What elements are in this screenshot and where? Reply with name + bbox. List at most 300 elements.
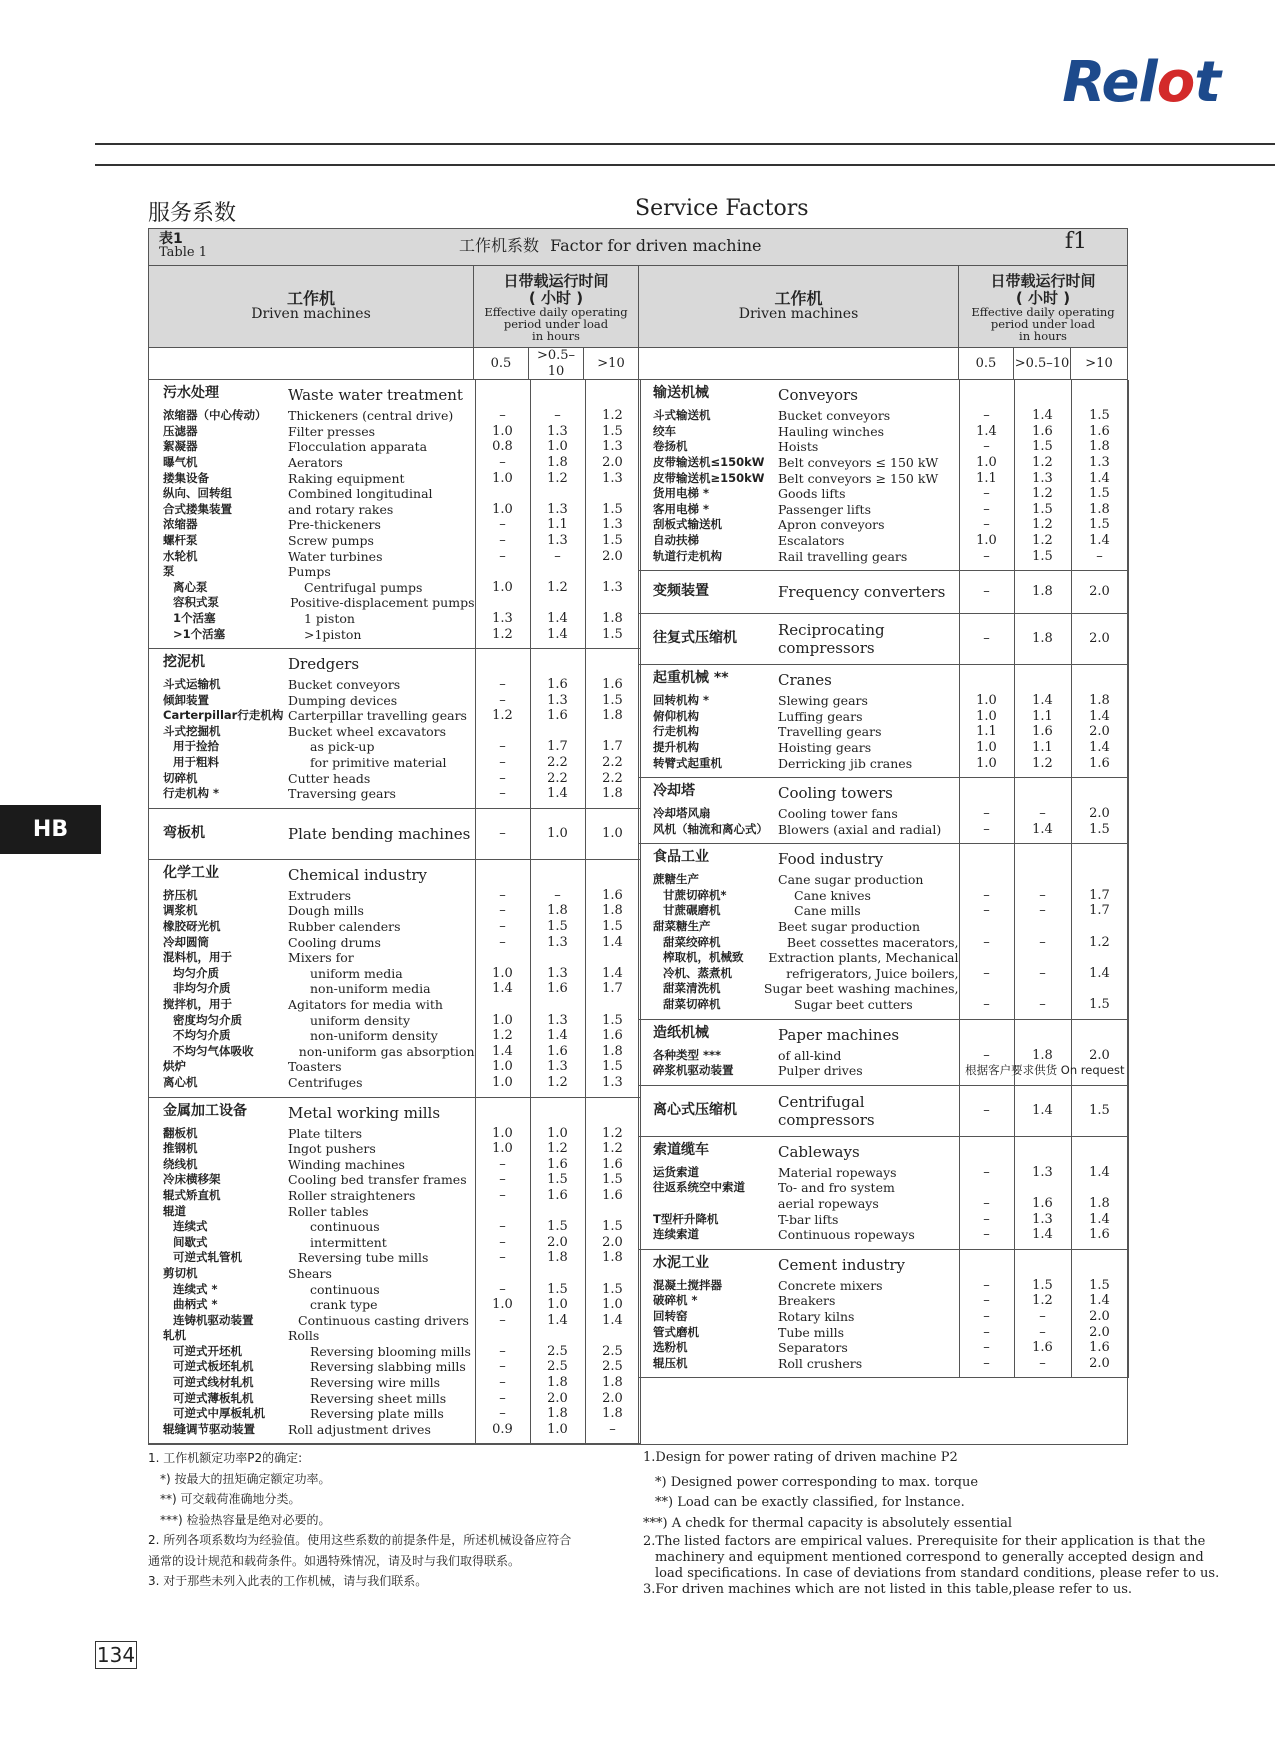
factor-row [163, 1188, 475, 1204]
machine-name-en: Extraction plants, Mechanical [768, 950, 959, 966]
factor-value: 1.3 [547, 1012, 568, 1028]
factor-value: 1.2 [547, 579, 568, 595]
factor-value: 1.2 [492, 1028, 513, 1044]
factor-row [653, 756, 959, 772]
factor-value: – [1039, 1355, 1046, 1371]
machine-name-en: Cooling bed transfer frames [288, 1172, 467, 1188]
factor-value: – [499, 1156, 506, 1172]
machine-name-cn: 管式磨机 [653, 1324, 699, 1339]
factor-row [163, 611, 475, 627]
machine-name-cn: 可逆式开坯机 [173, 1343, 242, 1358]
factor-row [163, 1422, 475, 1438]
factor-row [653, 822, 959, 838]
factor-row [163, 549, 475, 565]
section-title-en: Food industry [778, 850, 884, 869]
machine-name-cn: 碎浆机驱动装置 [653, 1063, 734, 1078]
factor-value: 0.8 [492, 439, 513, 455]
section-row [639, 1085, 1128, 1136]
factor-row [163, 966, 475, 982]
right-section-table [639, 380, 1129, 1378]
factor-value [476, 564, 530, 580]
machine-name-en: Flocculation apparata [288, 439, 428, 455]
factor-row [163, 424, 475, 440]
factor-value: – [1039, 903, 1046, 919]
page-number: 134 [96, 1643, 136, 1667]
factor-row [653, 935, 959, 951]
machine-name-cn: 冷床横移架 [163, 1172, 221, 1187]
factor-value: 1.8 [1089, 439, 1110, 455]
factor-value: 1.5 [547, 1172, 568, 1188]
machine-name-en: >1piston [304, 626, 362, 642]
factor-value: 1.0 [492, 501, 513, 517]
machine-name-cn: 冷却塔风扇 [653, 806, 711, 821]
factor-value: – [499, 517, 506, 533]
machine-name-en: Concrete mixers [778, 1277, 883, 1293]
machine-name-en: Roll crushers [778, 1355, 863, 1371]
factor-value [960, 950, 1014, 966]
section-title-cn: 挖泥机 [163, 654, 205, 671]
factor-row [653, 997, 959, 1013]
factor-value: – [983, 1103, 990, 1119]
factor-value [1072, 919, 1128, 935]
factor-value: – [499, 1219, 506, 1235]
machine-name-cn: 连铸机驱动装置 [173, 1312, 254, 1327]
factor-value: 1.1 [1032, 739, 1053, 755]
factor-value: – [983, 1211, 990, 1227]
factor-value: – [499, 826, 506, 842]
factor-row [163, 486, 475, 502]
factor-row [163, 1059, 475, 1075]
machine-name-en: Separators [778, 1340, 848, 1356]
machine-name-cn: 切碎机 [163, 770, 198, 785]
factor-value: 1.2 [1032, 454, 1053, 470]
factor-row [163, 888, 475, 904]
factor-value [476, 595, 530, 611]
factor-value: 2.0 [602, 1234, 623, 1250]
factor-value: 2.0 [602, 1390, 623, 1406]
factor-value: – [554, 887, 561, 903]
factor-value: – [554, 408, 561, 424]
factor-value: 1.8 [602, 1406, 623, 1422]
factor-value [531, 564, 585, 580]
factor-value: 1.5 [602, 1219, 623, 1235]
machine-name-en: Rotary kilns [778, 1308, 855, 1324]
factor-value [1015, 919, 1071, 935]
machine-name-cn: 提升机构 [653, 739, 699, 754]
machine-name-en: Beet cossettes macerators, [786, 934, 959, 950]
factor-value [531, 997, 585, 1013]
factor-value: – [499, 1172, 506, 1188]
machine-name-en: Cooling drums [288, 934, 381, 950]
section-title-en: Cooling towers [778, 784, 893, 803]
table-symbol: f1 [1064, 229, 1087, 254]
factor-value: 1.0 [976, 739, 997, 755]
machine-name-en: Reversing wire mills [310, 1375, 440, 1391]
factor-row [653, 724, 959, 740]
factor-value [586, 950, 640, 966]
factor-value: 1.5 [1032, 501, 1053, 517]
factor-value: – [983, 806, 990, 822]
machine-name-en: Cutter heads [288, 770, 371, 786]
factor-value: 1.5 [602, 532, 623, 548]
factor-value: 1.0 [547, 439, 568, 455]
factor-value: 1.5 [602, 501, 623, 517]
machine-name-cn: 间歇式 [173, 1234, 208, 1249]
machine-name-cn: 絮凝器 [163, 439, 198, 454]
col-period-en2-right: period under load [990, 316, 1096, 331]
machine-name-en: Reversing blooming mills [310, 1343, 471, 1359]
factor-value: 1.5 [1032, 1277, 1053, 1293]
machine-name-en: Winding machines [288, 1156, 405, 1172]
factor-value: 1.8 [547, 903, 568, 919]
factor-value: 1.8 [602, 610, 623, 626]
factor-value: 1.6 [602, 1028, 623, 1044]
factor-value: 1.0 [547, 1125, 568, 1141]
machine-name-cn: 推钢机 [163, 1141, 198, 1156]
factor-value: – [983, 1308, 990, 1324]
factor-value: – [499, 903, 506, 919]
machine-name-en: Breakers [778, 1293, 836, 1309]
factor-row [163, 1044, 475, 1060]
section-row [639, 778, 1128, 844]
factor-value: 1.3 [492, 610, 513, 626]
factor-row [163, 724, 475, 740]
factor-value: 1.2 [547, 470, 568, 486]
col-period-en3-right: in hours [1019, 328, 1067, 343]
machine-name-en: Beet sugar production [778, 919, 920, 935]
section-title-en: Cranes [778, 671, 832, 690]
machine-name-en: Sugar beet cutters [794, 997, 913, 1013]
note-cn: 1. 工作机额定功率P2的确定: [148, 1451, 303, 1465]
brand-logo [1062, 50, 1220, 115]
machine-name-cn: 翻板机 [163, 1125, 198, 1140]
period-0: 0.5 [474, 348, 529, 380]
note-en: 3.For driven machines which are not listed in this table,please refer to us. [643, 1582, 1133, 1597]
factor-row [163, 1157, 475, 1173]
factor-row [653, 709, 959, 725]
factor-row [653, 408, 959, 424]
factor-value: – [1039, 997, 1046, 1013]
factor-value: – [499, 677, 506, 693]
factor-value: 1.3 [602, 1074, 623, 1090]
machine-name-en: Tube mills [778, 1324, 845, 1340]
side-tab[interactable]: HB [0, 805, 101, 854]
factor-value: 1.4 [1032, 693, 1053, 709]
machine-name-en: Material ropeways [778, 1164, 897, 1180]
factor-value [1015, 950, 1071, 966]
factor-value [960, 872, 1014, 888]
factor-row [163, 502, 475, 518]
factor-value: – [983, 965, 990, 981]
factor-value: 1.4 [1089, 532, 1110, 548]
factor-value: – [554, 548, 561, 564]
factor-value: 1.4 [1089, 708, 1110, 724]
factor-value [586, 1204, 640, 1220]
factor-value: 1.8 [602, 903, 623, 919]
factor-value: 1.0 [492, 423, 513, 439]
factor-value: – [499, 548, 506, 564]
section-title-en: Frequency converters [778, 583, 946, 602]
factor-row [653, 966, 959, 982]
factor-value [1072, 872, 1128, 888]
factor-value: 1.4 [547, 610, 568, 626]
factor-value: 1.4 [602, 965, 623, 981]
machine-name-cn: 皮带输送机≥150kW [653, 470, 765, 485]
factor-value: 1.2 [1032, 532, 1053, 548]
machine-name-en: Bucket wheel excavators [288, 723, 447, 739]
factor-value: 1.7 [602, 981, 623, 997]
period-2: >10 [584, 348, 639, 380]
page-title-en: Service Factors [635, 196, 809, 221]
machine-name-en: Thickeners (central drive) [288, 408, 454, 424]
machine-name-cn: 甘蔗切碎机* [663, 887, 727, 902]
col-period-cn-hours-right: ( 小时 ) [1015, 288, 1071, 307]
factor-value: 2.0 [602, 454, 623, 470]
factor-value: 1.4 [602, 1312, 623, 1328]
machine-name-en: Reversing sheet mills [310, 1390, 447, 1406]
factor-value: 1.4 [492, 981, 513, 997]
factor-value: – [983, 548, 990, 564]
factor-value: – [983, 887, 990, 903]
col-machine-en-right: Driven machines [738, 305, 859, 322]
machine-name-en: Cane mills [794, 903, 861, 919]
factor-value: 1.0 [492, 1297, 513, 1313]
note-cn: 通常的设计规范和载荷条件。如遇特殊情况，请及时与我们取得联系。 [148, 1553, 521, 1568]
factor-value: – [983, 631, 990, 647]
col-machine-en: Driven machines [251, 305, 371, 322]
col-period-en3: in hours [532, 328, 580, 343]
factor-value: – [983, 517, 990, 533]
machine-name-cn: 选粉机 [653, 1340, 688, 1355]
factor-value: 1.6 [602, 1156, 623, 1172]
factor-value: 1.4 [602, 934, 623, 950]
factor-value: 1.5 [1089, 997, 1110, 1013]
factor-row [163, 786, 475, 802]
machine-name-en: crank type [310, 1297, 378, 1313]
factor-value: 2.0 [547, 1234, 568, 1250]
note-en: 2.The listed factors are empirical values. Prerequisite for their application is that the [643, 1534, 1206, 1549]
brand-name: Relot [1062, 50, 1220, 115]
machine-name-en: Bucket conveyors [778, 408, 891, 424]
factor-value: 1.3 [602, 517, 623, 533]
factor-value: 1.6 [547, 981, 568, 997]
factor-value: 1.3 [547, 965, 568, 981]
section-title-cn: 索道缆车 [653, 1141, 709, 1158]
factor-value [531, 595, 585, 611]
factor-value: 1.0 [547, 1297, 568, 1313]
factor-value: 1.2 [602, 408, 623, 424]
factor-value [531, 950, 585, 966]
factor-row [163, 439, 475, 455]
factor-value: 1.4 [1089, 965, 1110, 981]
machine-name-cn: 曝气机 [163, 454, 198, 469]
factor-value: – [1039, 1324, 1046, 1340]
machine-name-cn: 辊压机 [653, 1355, 688, 1370]
factor-row [163, 1028, 475, 1044]
section-title-en: Plate bending machines [288, 824, 471, 843]
factor-row [163, 755, 475, 771]
factor-value: 1.0 [602, 1297, 623, 1313]
section-title-cn: 弯板机 [163, 825, 205, 842]
machine-name-cn: 容积式泵 [173, 595, 219, 610]
machine-name-en: as pick-up [310, 739, 375, 755]
factor-value: – [499, 1390, 506, 1406]
machine-name-en: Continuous casting drivers [298, 1312, 469, 1328]
machine-name-cn: 斗式运输机 [163, 677, 221, 692]
factor-row [653, 471, 959, 487]
factor-value: – [499, 1250, 506, 1266]
machine-name-en: Derricking jib cranes [778, 755, 913, 771]
machine-name-en: 1 piston [304, 610, 355, 626]
factor-value: 1.6 [1089, 1340, 1110, 1356]
section-title-en: Conveyors [778, 386, 858, 405]
factor-row [163, 935, 475, 951]
section-row [639, 614, 1128, 665]
machine-name-cn: 纵向、回转组 [163, 486, 232, 501]
factor-value: 1.0 [976, 708, 997, 724]
machine-name-cn: 货用电梯 * [653, 486, 710, 501]
machine-name-en: Screw pumps [288, 532, 374, 548]
section-title-cn: 变频装置 [653, 583, 709, 600]
notes-en [643, 1448, 1220, 1598]
machine-name-en: Shears [288, 1265, 332, 1281]
factor-row [163, 455, 475, 471]
factor-value [531, 1328, 585, 1344]
factor-value: 1.6 [547, 677, 568, 693]
factor-row [163, 1313, 475, 1329]
factor-row [653, 1196, 959, 1212]
factor-value: 1.6 [602, 677, 623, 693]
factor-value: 1.0 [492, 1059, 513, 1075]
factor-value: 1.1 [547, 517, 568, 533]
machine-name-en: Pumps [288, 564, 331, 580]
machine-name-en: Passenger lifts [778, 501, 871, 517]
factor-value: 1.2 [602, 1141, 623, 1157]
factor-value [586, 724, 640, 740]
factor-row [653, 693, 959, 709]
factor-row [163, 739, 475, 755]
machine-name-en: Centrifugal pumps [304, 579, 423, 595]
factor-value: 1.3 [602, 439, 623, 455]
factor-value [960, 919, 1014, 935]
factor-value: – [499, 1187, 506, 1203]
machine-name-cn: 甜菜清洗机 [663, 981, 721, 996]
factor-value: 1.3 [602, 579, 623, 595]
machine-name-cn: 压滤器 [163, 423, 198, 438]
machine-name-cn: 用于粗料 [173, 755, 219, 770]
machine-name-en: Reversing plate mills [310, 1406, 444, 1422]
factor-value: – [1039, 806, 1046, 822]
factor-value: 2.0 [602, 548, 623, 564]
machine-name-cn: 剪切机 [163, 1265, 198, 1280]
factor-row [653, 502, 959, 518]
factor-value: 1.0 [492, 965, 513, 981]
machine-name-cn: 行走机构 * [163, 786, 220, 801]
machine-name-cn: 风机（轴流和离心式） [653, 821, 768, 836]
machine-name-en: Carterpillar travelling gears [288, 708, 467, 724]
factor-value [476, 997, 530, 1013]
factor-value: 1.3 [1032, 470, 1053, 486]
machine-name-cn: 卷扬机 [653, 439, 688, 454]
section-row [639, 844, 1128, 1019]
note-en: ***) A chedk for thermal capacity is absolutely essential [643, 1515, 1013, 1531]
machine-name-cn: 甜菜绞碎机 [663, 934, 721, 949]
factor-value: 1.0 [492, 1141, 513, 1157]
factor-value: 1.4 [1089, 1211, 1110, 1227]
period-2-right: >10 [1071, 348, 1128, 380]
machine-name-en: Roll adjustment drives [288, 1421, 431, 1437]
factor-value: – [983, 1047, 990, 1063]
machine-name-cn [653, 1196, 778, 1212]
section-title-en: Metal working mills [288, 1103, 441, 1122]
machine-name-en: Bucket conveyors [288, 677, 401, 693]
factor-value: 1.2 [1032, 486, 1053, 502]
machine-name-cn: 可逆式板坯轧机 [173, 1359, 254, 1374]
machine-name-cn: 混料机，用于 [163, 950, 232, 965]
machine-name-en: Apron conveyors [778, 517, 885, 533]
table-caption-en: Factor for driven machine [550, 236, 762, 255]
factor-value: 1.5 [1089, 408, 1110, 424]
col-period-cn-hours: ( 小时 ) [528, 288, 584, 307]
factor-row [653, 439, 959, 455]
factor-value: 1.8 [547, 1406, 568, 1422]
factor-value [531, 1266, 585, 1282]
factor-row [653, 1293, 959, 1309]
machine-name-cn: 可逆式中厚板轧机 [173, 1406, 265, 1421]
machine-name-en: Reversing tube mills [298, 1250, 429, 1266]
factor-value: – [1039, 965, 1046, 981]
factor-value: 1.3 [547, 423, 568, 439]
factor-value: 1.8 [602, 708, 623, 724]
factor-row [653, 888, 959, 904]
factor-row [653, 533, 959, 549]
factor-value: 1.5 [547, 919, 568, 935]
section-row [639, 380, 1128, 570]
factor-value: – [983, 439, 990, 455]
factor-row [163, 981, 475, 997]
machine-name-cn: 破碎机 * [653, 1293, 698, 1308]
factor-value: 1.4 [547, 786, 568, 802]
on-request-note: 根据客户要求供货 On request [965, 1063, 1125, 1078]
machine-name-en: Pulper drives [778, 1063, 863, 1079]
factor-row [653, 517, 959, 533]
machine-name-cn: 浓缩器 [163, 517, 198, 532]
machine-name-en: Rolls [288, 1328, 320, 1344]
factor-value: 1.2 [547, 1074, 568, 1090]
machine-name-cn: 运货索道 [653, 1164, 699, 1179]
factor-value: – [983, 1164, 990, 1180]
factor-value: 1.6 [1032, 1196, 1053, 1211]
factor-value: – [983, 1340, 990, 1356]
factor-value: 1.4 [1089, 1293, 1110, 1309]
section-title-cn: 冷却塔 [653, 783, 695, 800]
factor-value: 1.8 [1089, 693, 1110, 709]
left-sections [149, 380, 639, 1445]
factor-row [163, 1172, 475, 1188]
factor-value: 1.7 [547, 739, 568, 755]
factor-value: 1.5 [1089, 486, 1110, 502]
machine-name-cn: 倾卸装置 [163, 692, 209, 707]
factor-row [653, 1340, 959, 1356]
factor-row [163, 771, 475, 787]
factor-value: – [983, 821, 990, 837]
factor-value: 1.4 [1089, 470, 1110, 486]
factor-value: 1.0 [492, 470, 513, 486]
factor-value: 2.5 [547, 1359, 568, 1375]
factor-value: 1.5 [547, 1219, 568, 1235]
machine-name-en: Raking equipment [288, 470, 405, 486]
factor-value: 0.9 [492, 1421, 513, 1437]
